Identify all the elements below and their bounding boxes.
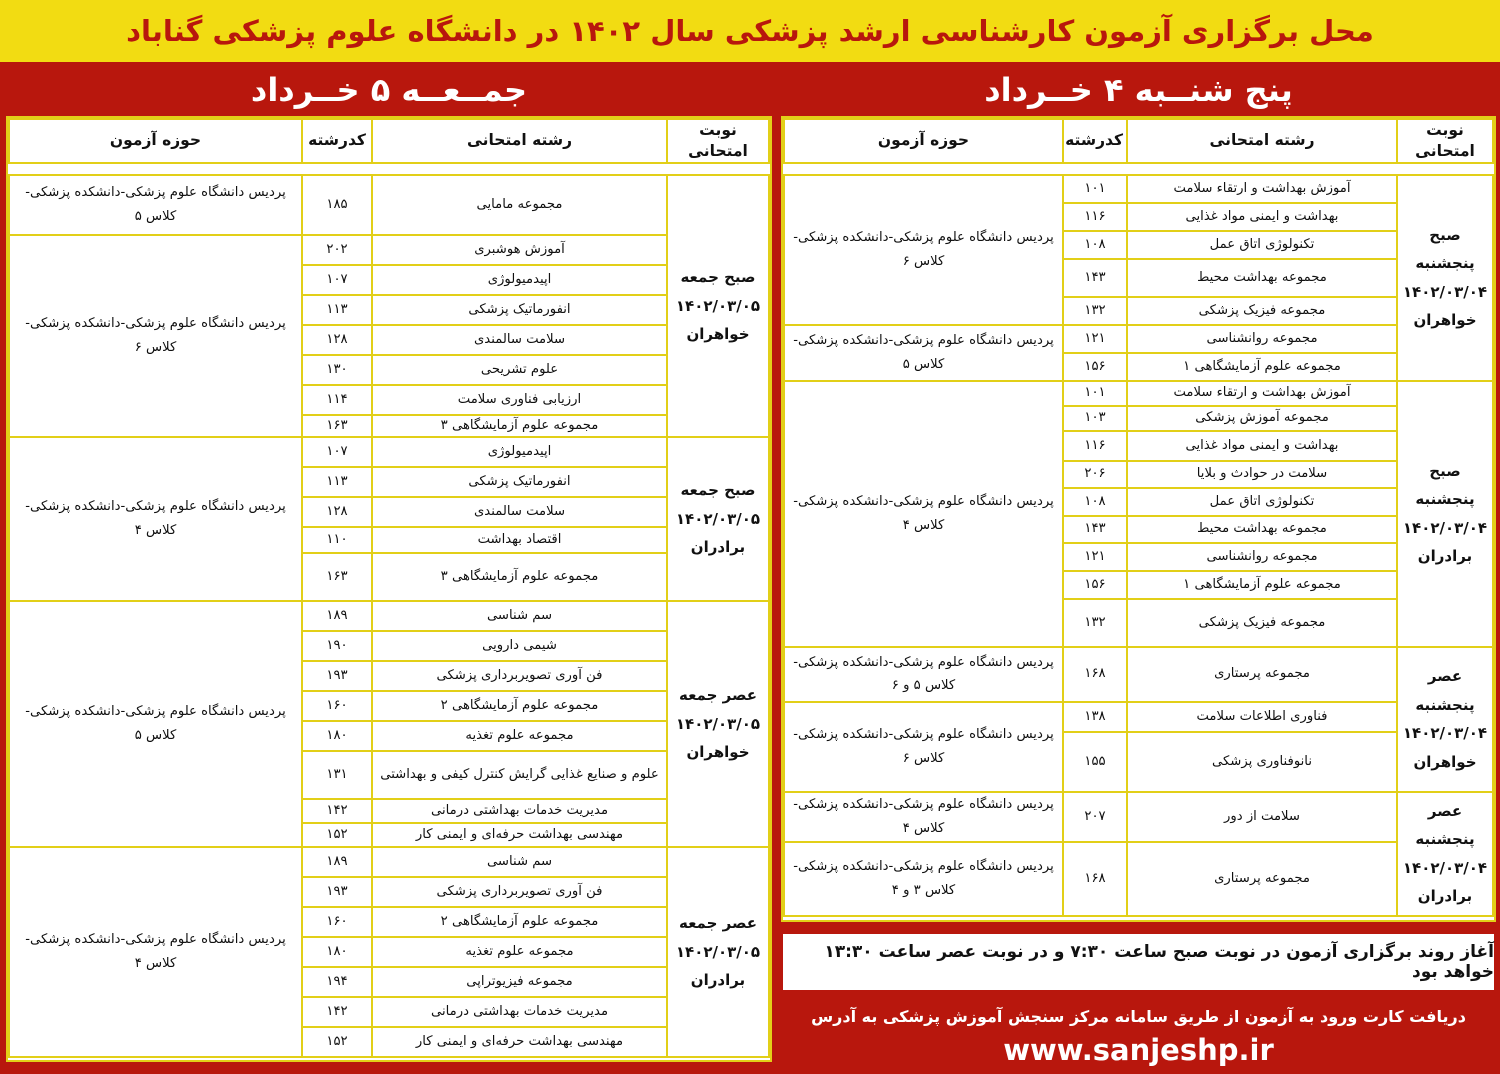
table-row — [784, 175, 1493, 203]
entry-card-info: دریافت کارت ورود به آزمون از طریق سامانه مرکز سنجش آموزش پزشکی به آدرس — [811, 1006, 1466, 1026]
table-row — [9, 175, 769, 235]
exam-field-cell: مجموعه علوم آزمایشگاهی ۳ — [372, 415, 667, 437]
field-code-cell: ۱۵۵ — [1063, 732, 1127, 792]
title-bar — [0, 0, 1500, 62]
exam-site-line: پردیس دانشگاه علوم پزشکی-دانشکده پزشکی- — [793, 333, 1054, 349]
exam-turn-line: عصر پنجشنبه — [1415, 667, 1475, 714]
exam-turn-cell — [1397, 792, 1493, 916]
field-code-cell: ۱۴۳ — [1063, 259, 1127, 297]
exam-site-cell — [784, 842, 1063, 916]
sanjesh-url-link[interactable]: www.sanjeshp.ir — [1003, 1033, 1274, 1067]
thursday-schedule-table — [783, 118, 1494, 917]
exam-site-cell — [9, 175, 302, 235]
header-field: رشته امتحانی — [372, 119, 667, 163]
exam-field-cell: مجموعه آموزش پزشکی — [1127, 406, 1397, 431]
exam-site-cell — [9, 601, 302, 847]
field-code-cell: ۱۰۳ — [1063, 406, 1127, 431]
field-code-cell: ۱۵۲ — [302, 1027, 372, 1057]
exam-site-cell — [9, 847, 302, 1057]
field-code-cell: ۱۴۲ — [302, 997, 372, 1027]
field-code-cell: ۱۰۷ — [302, 265, 372, 295]
exam-turn-line: عصر جمعه — [678, 686, 757, 705]
field-code-cell: ۱۳۱ — [302, 751, 372, 799]
exam-turn-line: پنجشنبه — [1415, 490, 1475, 509]
exam-turn-cell — [667, 847, 769, 1057]
exam-site-line: کلاس ۵ — [134, 208, 177, 224]
header-turn: نوبت امتحانی — [667, 119, 769, 163]
exam-turn-line: برادران — [1417, 547, 1473, 566]
exam-site-cell — [784, 175, 1063, 325]
exam-field-cell: انفورماتیک پزشکی — [372, 467, 667, 497]
exam-turn-line: ۱۴۰۲/۰۳/۰۵ — [675, 714, 761, 733]
table-row — [9, 601, 769, 631]
exam-field-cell: مجموعه پرستاری — [1127, 842, 1397, 916]
field-code-cell: ۱۲۸ — [302, 497, 372, 527]
field-code-cell: ۱۶۳ — [302, 415, 372, 437]
field-code-cell: ۱۶۸ — [1063, 647, 1127, 702]
exam-field-cell: فن آوری تصویربرداری پزشکی — [372, 877, 667, 907]
exam-field-cell: مجموعه علوم آزمایشگاهی ۲ — [372, 907, 667, 937]
exam-field-cell: اپیدمیولوژی — [372, 265, 667, 295]
exam-field-cell: مجموعه علوم آزمایشگاهی ۱ — [1127, 353, 1397, 381]
exam-field-cell: مجموعه علوم آزمایشگاهی ۲ — [372, 691, 667, 721]
exam-field-cell: مدیریت خدمات بهداشتی درمانی — [372, 799, 667, 823]
exam-field-cell: سلامت از دور — [1127, 792, 1397, 842]
field-code-cell: ۱۸۵ — [302, 175, 372, 235]
exam-site-cell — [784, 381, 1063, 647]
exam-site-line: کلاس ۴ — [902, 820, 945, 836]
exam-turn-line: ۱۴۰۲/۰۳/۰۴ — [1402, 282, 1488, 301]
field-code-cell: ۱۶۳ — [302, 553, 372, 601]
exam-field-cell: نانوفناوری پزشکی — [1127, 732, 1397, 792]
field-code-cell: ۱۹۴ — [302, 967, 372, 997]
exam-field-cell: اپیدمیولوژی — [372, 437, 667, 467]
exam-site-line: کلاس ۶ — [134, 339, 177, 355]
exam-turn-cell — [1397, 647, 1493, 792]
exam-turn-line: صبح — [1429, 461, 1461, 480]
exam-field-cell: مدیریت خدمات بهداشتی درمانی — [372, 997, 667, 1027]
field-code-cell: ۱۴۲ — [302, 799, 372, 823]
exam-site-line: پردیس دانشگاه علوم پزشکی-دانشکده پزشکی- — [793, 797, 1054, 813]
field-code-cell: ۲۰۲ — [302, 235, 372, 265]
exam-field-cell: تکنولوژی اتاق عمل — [1127, 231, 1397, 259]
exam-turn-line: ۱۴۰۲/۰۳/۰۵ — [675, 296, 761, 315]
exam-site-line: پردیس دانشگاه علوم پزشکی-دانشکده پزشکی- — [25, 704, 286, 720]
header-site: حوزه آزمون — [9, 119, 302, 163]
exam-field-cell: مجموعه مامایی — [372, 175, 667, 235]
exam-field-cell: مهندسی بهداشت حرفه‌ای و ایمنی کار — [372, 1027, 667, 1057]
field-code-cell: ۱۸۰ — [302, 721, 372, 751]
field-code-cell: ۲۰۶ — [1063, 461, 1127, 488]
exam-field-cell: مجموعه علوم تغذیه — [372, 937, 667, 967]
exam-field-cell: مجموعه علوم آزمایشگاهی ۱ — [1127, 571, 1397, 599]
exam-field-cell: اقتصاد بهداشت — [372, 527, 667, 553]
exam-start-note — [783, 934, 1494, 990]
exam-turn-line: برادران — [690, 538, 746, 557]
exam-field-cell: مجموعه روانشناسی — [1127, 325, 1397, 353]
exam-turn-line: ۱۴۰۲/۰۳/۰۵ — [675, 509, 761, 528]
exam-site-line: پردیس دانشگاه علوم پزشکی-دانشکده پزشکی- — [793, 230, 1054, 246]
exam-site-cell — [9, 235, 302, 437]
exam-site-cell — [784, 325, 1063, 381]
exam-field-cell: سلامت سالمندی — [372, 497, 667, 527]
exam-site-line: پردیس دانشگاه علوم پزشکی-دانشکده پزشکی- — [25, 932, 286, 948]
exam-turn-line: خواهران — [686, 743, 750, 762]
exam-field-cell: مجموعه فیزیوتراپی — [372, 967, 667, 997]
field-code-cell: ۱۹۳ — [302, 877, 372, 907]
exam-turn-line: ۱۴۰۲/۰۳/۰۵ — [675, 942, 761, 961]
exam-site-line: پردیس دانشگاه علوم پزشکی-دانشکده پزشکی- — [793, 494, 1054, 510]
field-code-cell: ۱۳۲ — [1063, 599, 1127, 647]
field-code-cell: ۱۸۹ — [302, 601, 372, 631]
exam-site-line: کلاس ۶ — [902, 750, 945, 766]
header-code: کدرشته — [302, 119, 372, 163]
field-code-cell: ۱۳۸ — [1063, 702, 1127, 732]
exam-site-cell — [9, 437, 302, 601]
exam-field-cell: سلامت در حوادث و بلایا — [1127, 461, 1397, 488]
exam-field-cell: انفورماتیک پزشکی — [372, 295, 667, 325]
table-row — [9, 847, 769, 877]
field-code-cell: ۱۰۷ — [302, 437, 372, 467]
exam-field-cell: مجموعه علوم تغذیه — [372, 721, 667, 751]
header-code: کدرشته — [1063, 119, 1127, 163]
table-row — [9, 437, 769, 467]
field-code-cell: ۱۸۰ — [302, 937, 372, 967]
exam-site-cell — [784, 792, 1063, 842]
exam-turn-line: صبح جمعه — [680, 268, 756, 287]
exam-field-cell: سم شناسی — [372, 847, 667, 877]
header-spacer — [784, 163, 1493, 175]
exam-site-line: کلاس ۵ و ۶ — [891, 678, 956, 694]
exam-field-cell: بهداشت و ایمنی مواد غذایی — [1127, 203, 1397, 231]
table-row — [784, 381, 1493, 406]
field-code-cell: ۱۱۶ — [1063, 431, 1127, 461]
field-code-cell: ۱۰۱ — [1063, 175, 1127, 203]
exam-site-line: پردیس دانشگاه علوم پزشکی-دانشکده پزشکی- — [25, 499, 286, 515]
exam-site-line: پردیس دانشگاه علوم پزشکی-دانشکده پزشکی- — [793, 654, 1054, 670]
exam-turn-line: برادران — [690, 971, 746, 990]
field-code-cell: ۱۵۶ — [1063, 353, 1127, 381]
exam-field-cell: مجموعه فیزیک پزشکی — [1127, 599, 1397, 647]
table-row — [784, 702, 1493, 732]
header-turn: نوبت امتحانی — [1397, 119, 1493, 163]
exam-turn-cell — [1397, 381, 1493, 647]
exam-turn-line: پنجشنبه — [1415, 254, 1475, 273]
table-row — [784, 792, 1493, 842]
header-site: حوزه آزمون — [784, 119, 1063, 163]
spacer-cell — [9, 163, 769, 175]
friday-day-title: جمــعــه ۵ خــرداد — [250, 71, 528, 109]
exam-turn-line: عصر پنجشنبه — [1415, 801, 1475, 849]
exam-turn-cell — [1397, 175, 1493, 381]
field-code-cell: ۱۲۱ — [1063, 325, 1127, 353]
field-code-cell: ۱۱۳ — [302, 467, 372, 497]
exam-site-line: کلاس ۴ — [902, 517, 945, 533]
header-spacer — [9, 163, 769, 175]
field-code-cell: ۱۱۰ — [302, 527, 372, 553]
field-code-cell: ۱۱۶ — [1063, 203, 1127, 231]
friday-schedule-table — [8, 118, 770, 1058]
field-code-cell: ۱۹۰ — [302, 631, 372, 661]
exam-field-cell: آموزش بهداشت و ارتقاء سلامت — [1127, 381, 1397, 406]
exam-field-cell: مجموعه روانشناسی — [1127, 543, 1397, 571]
exam-site-line: پردیس دانشگاه علوم پزشکی-دانشکده پزشکی- — [793, 859, 1054, 875]
exam-site-cell — [784, 702, 1063, 792]
exam-turn-cell — [667, 601, 769, 847]
field-code-cell: ۱۶۰ — [302, 691, 372, 721]
table-row — [784, 842, 1493, 916]
exam-field-cell: علوم و صنایع غذایی گرایش کنترل کیفی و بهداشتی — [372, 751, 667, 799]
exam-turn-cell — [667, 437, 769, 601]
field-code-cell: ۱۴۳ — [1063, 516, 1127, 543]
exam-turn-line: خواهران — [1413, 311, 1477, 330]
field-code-cell: ۱۱۴ — [302, 385, 372, 415]
field-code-cell: ۱۲۱ — [1063, 543, 1127, 571]
exam-turn-cell — [667, 175, 769, 437]
field-code-cell: ۱۰۱ — [1063, 381, 1127, 406]
exam-turn-line: ۱۴۰۲/۰۳/۰۴ — [1402, 858, 1488, 877]
exam-field-cell: مجموعه علوم آزمایشگاهی ۳ — [372, 553, 667, 601]
exam-site-line: پردیس دانشگاه علوم پزشکی-دانشکده پزشکی- — [25, 185, 286, 201]
table-row — [784, 647, 1493, 702]
exam-turn-line: صبح — [1429, 225, 1461, 244]
spacer-cell — [784, 163, 1493, 175]
field-code-cell: ۱۵۶ — [1063, 571, 1127, 599]
field-code-cell: ۲۰۷ — [1063, 792, 1127, 842]
exam-site-line: کلاس ۵ — [902, 356, 945, 372]
exam-site-line: کلاس ۴ — [134, 955, 177, 971]
field-code-cell: ۱۰۸ — [1063, 488, 1127, 516]
page-title: محل برگزاری آزمون کارشناسی ارشد پزشکی سال ۱۴۰۲ در دانشگاه علوم پزشکی گناباد — [126, 14, 1374, 48]
field-code-cell: ۱۸۹ — [302, 847, 372, 877]
exam-turn-line: خواهران — [1413, 752, 1477, 771]
field-code-cell: ۱۳۲ — [1063, 297, 1127, 325]
header-field: رشته امتحانی — [1127, 119, 1397, 163]
exam-start-note-text: آغاز روند برگزاری آزمون در نوبت صبح ساعت ۷:۳۰ و در نوبت عصر ساعت ۱۳:۳۰ خواهد بود — [824, 942, 1494, 982]
table-row — [9, 235, 769, 265]
field-code-cell: ۱۱۳ — [302, 295, 372, 325]
exam-field-cell: سلامت سالمندی — [372, 325, 667, 355]
exam-site-line: کلاس ۴ — [134, 522, 177, 538]
exam-site-line: کلاس ۵ — [134, 727, 177, 743]
exam-field-cell: مهندسی بهداشت حرفه‌ای و ایمنی کار — [372, 823, 667, 847]
exam-field-cell: فناوری اطلاعات سلامت — [1127, 702, 1397, 732]
field-code-cell: ۱۰۸ — [1063, 231, 1127, 259]
exam-site-line: کلاس ۳ و ۴ — [891, 882, 956, 898]
exam-site-cell — [784, 647, 1063, 702]
exam-field-cell: فن آوری تصویربرداری پزشکی — [372, 661, 667, 691]
exam-field-cell: مجموعه بهداشت محیط — [1127, 259, 1397, 297]
exam-turn-line: عصر جمعه — [678, 914, 757, 933]
field-code-cell: ۱۶۰ — [302, 907, 372, 937]
exam-field-cell: آموزش بهداشت و ارتقاء سلامت — [1127, 175, 1397, 203]
exam-field-cell: ارزیابی فناوری سلامت — [372, 385, 667, 415]
thursday-schedule-panel — [781, 116, 1496, 922]
exam-site-line: پردیس دانشگاه علوم پزشکی-دانشکده پزشکی- — [793, 727, 1054, 743]
exam-field-cell: آموزش هوشبری — [372, 235, 667, 265]
field-code-cell: ۱۶۸ — [1063, 842, 1127, 916]
exam-site-line: پردیس دانشگاه علوم پزشکی-دانشکده پزشکی- — [25, 316, 286, 332]
exam-field-cell: شیمی دارویی — [372, 631, 667, 661]
exam-turn-line: صبح جمعه — [680, 481, 756, 500]
exam-turn-line: ۱۴۰۲/۰۳/۰۴ — [1402, 724, 1488, 743]
exam-field-cell: مجموعه بهداشت محیط — [1127, 516, 1397, 543]
friday-schedule-panel — [6, 116, 772, 1062]
exam-field-cell: تکنولوژی اتاق عمل — [1127, 488, 1397, 516]
exam-turn-line: خواهران — [686, 325, 750, 344]
exam-field-cell: مجموعه فیزیک پزشکی — [1127, 297, 1397, 325]
field-code-cell: ۱۲۸ — [302, 325, 372, 355]
field-code-cell: ۱۹۳ — [302, 661, 372, 691]
exam-field-cell: بهداشت و ایمنی مواد غذایی — [1127, 431, 1397, 461]
field-code-cell: ۱۵۲ — [302, 823, 372, 847]
exam-turn-line: ۱۴۰۲/۰۳/۰۴ — [1402, 518, 1488, 537]
exam-field-cell: سم شناسی — [372, 601, 667, 631]
thursday-day-title: پنج شنــبه ۴ خــرداد — [984, 71, 1293, 109]
field-code-cell: ۱۳۰ — [302, 355, 372, 385]
exam-turn-line: برادران — [1417, 887, 1473, 906]
exam-site-line: کلاس ۶ — [902, 253, 945, 269]
exam-field-cell: مجموعه پرستاری — [1127, 647, 1397, 702]
exam-field-cell: علوم تشریحی — [372, 355, 667, 385]
table-row — [784, 325, 1493, 353]
